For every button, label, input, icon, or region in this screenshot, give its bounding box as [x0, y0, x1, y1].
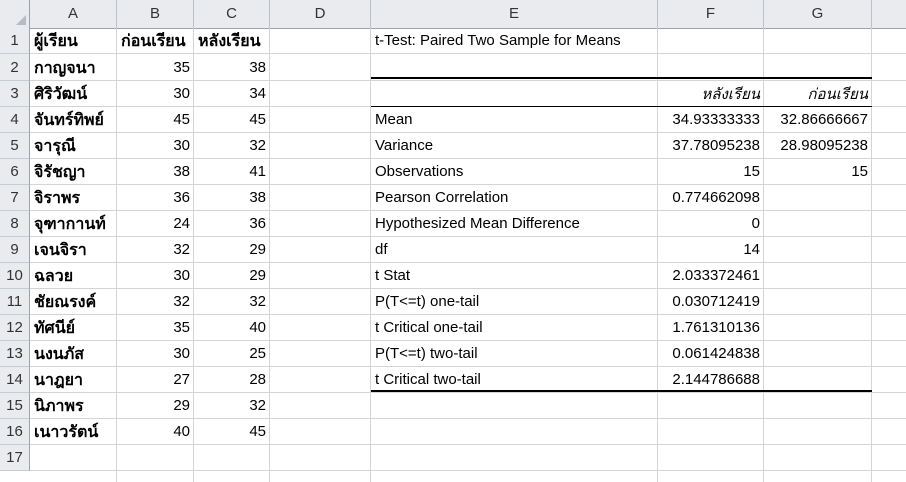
cell-student-name[interactable]: ศิริวัฒน์	[34, 84, 88, 103]
cell-score-after[interactable]: 34	[249, 85, 266, 102]
cell-score-after[interactable]: 29	[249, 267, 266, 284]
row-header-13[interactable]: 13	[0, 341, 30, 367]
row-header-6[interactable]: 6	[0, 159, 30, 185]
cell-stat-after[interactable]: 34.93333333	[672, 111, 760, 128]
cell-score-after[interactable]: 25	[249, 345, 266, 362]
row-header-4[interactable]: 4	[0, 107, 30, 133]
column-header-g[interactable]: G	[764, 0, 872, 28]
row-header-2[interactable]: 2	[0, 54, 30, 81]
cell-score-after[interactable]: 45	[249, 423, 266, 440]
cell-student-name[interactable]: กาญจนา	[34, 58, 96, 77]
cell-student-name[interactable]: นงนภัส	[34, 344, 84, 363]
cell-student-name[interactable]: ฉลวย	[34, 266, 74, 285]
cell-stat-label[interactable]: Observations	[375, 163, 464, 180]
cell-stat-after[interactable]: 2.144786688	[672, 371, 760, 388]
gridline-horizontal	[30, 470, 906, 471]
column-header-d[interactable]: D	[270, 0, 371, 28]
column-header-c[interactable]: C	[194, 0, 270, 28]
cell-student-name[interactable]: จิราพร	[34, 188, 81, 207]
cell-score-after[interactable]: 41	[249, 163, 266, 180]
cell-score-before[interactable]: 35	[173, 59, 190, 76]
cell-stat-after[interactable]: 2.033372461	[672, 267, 760, 284]
cell-stat-label[interactable]: df	[375, 241, 388, 258]
cell-score-before[interactable]: 30	[173, 345, 190, 362]
table-top-border	[371, 77, 872, 79]
cell-stat-after[interactable]: 37.78095238	[672, 137, 760, 154]
cell-student-name[interactable]: นาฎยา	[34, 370, 84, 389]
cell-stat-after[interactable]: 0.061424838	[672, 345, 760, 362]
cell-stat-label[interactable]: t Critical two-tail	[375, 371, 481, 388]
row-header-10[interactable]: 10	[0, 263, 30, 289]
cell-stat-after[interactable]: 14	[743, 241, 760, 258]
cell-score-after[interactable]: 29	[249, 241, 266, 258]
cell-score-before[interactable]: 45	[173, 111, 190, 128]
row-header-16[interactable]: 16	[0, 419, 30, 445]
cell-score-before[interactable]: 40	[173, 423, 190, 440]
row-header-14[interactable]: 14	[0, 367, 30, 393]
cell-stat-after[interactable]: 0	[751, 215, 760, 232]
cell-stat-label[interactable]: Mean	[375, 111, 413, 128]
cell-score-after[interactable]: 32	[249, 293, 266, 310]
cell-stat-after[interactable]: 0.030712419	[672, 293, 760, 310]
cell-ttest-col-after[interactable]: หลังเรียน	[701, 85, 760, 103]
cell-score-after[interactable]: 38	[249, 189, 266, 206]
cell-stat-label[interactable]: Hypothesized Mean Difference	[375, 215, 580, 232]
table-header-border	[371, 106, 872, 107]
cell-student-name[interactable]: ชัยณรงค์	[34, 292, 97, 311]
cell-stat-before[interactable]: 15	[851, 163, 868, 180]
column-header-h[interactable]	[872, 0, 906, 28]
select-all-triangle-icon	[16, 15, 26, 25]
cell-student-name[interactable]: จันทร์ทิพย์	[34, 110, 104, 129]
column-header-f[interactable]: F	[658, 0, 764, 28]
cell-stat-label[interactable]: Pearson Correlation	[375, 189, 509, 206]
row-header-11[interactable]: 11	[0, 289, 30, 315]
cell-score-before[interactable]: 30	[173, 137, 190, 154]
table-bottom-border	[371, 390, 872, 392]
cell-student-name[interactable]: เจนจิรา	[34, 240, 87, 259]
row-header-15[interactable]: 15	[0, 393, 30, 419]
row-header-8[interactable]: 8	[0, 211, 30, 237]
cell-score-before[interactable]: 30	[173, 85, 190, 102]
cell-stat-after[interactable]: 1.761310136	[672, 319, 760, 336]
row-header-5[interactable]: 5	[0, 133, 30, 159]
column-header-e[interactable]: E	[371, 0, 658, 28]
cell-score-before[interactable]: 30	[173, 267, 190, 284]
cell-score-after[interactable]: 45	[249, 111, 266, 128]
cell-student-name[interactable]: เนาวรัตน์	[34, 422, 99, 441]
cell-stat-before[interactable]: 32.86666667	[780, 111, 868, 128]
cell-student-name[interactable]: ทัศนีย์	[34, 318, 76, 337]
cell-score-before[interactable]: 32	[173, 293, 190, 310]
cell-stat-after[interactable]: 0.774662098	[672, 189, 760, 206]
cell-score-before[interactable]: 35	[173, 319, 190, 336]
cell-score-after[interactable]: 38	[249, 59, 266, 76]
cell-header-name[interactable]: ผู้เรียน	[34, 31, 78, 50]
column-header-b[interactable]: B	[117, 0, 194, 28]
cell-ttest-col-before[interactable]: ก่อนเรียน	[807, 85, 868, 103]
row-header-12[interactable]: 12	[0, 315, 30, 341]
cell-student-name[interactable]: จิรัชญา	[34, 162, 86, 181]
cell-score-after[interactable]: 28	[249, 371, 266, 388]
select-all-corner[interactable]	[0, 0, 30, 28]
cell-header-before[interactable]: ก่อนเรียน	[121, 31, 186, 50]
row-header-1[interactable]: 1	[0, 28, 30, 54]
cell-score-before[interactable]: 36	[173, 189, 190, 206]
cell-student-name[interactable]: จารุณี	[34, 136, 76, 155]
cell-header-after[interactable]: หลังเรียน	[198, 31, 261, 50]
row-header-17[interactable]: 17	[0, 445, 30, 471]
cell-stat-label[interactable]: P(T<=t) one-tail	[375, 293, 480, 310]
cell-ttest-title[interactable]: t-Test: Paired Two Sample for Means	[375, 32, 621, 49]
cell-stat-after[interactable]: 15	[743, 163, 760, 180]
row-header-9[interactable]: 9	[0, 237, 30, 263]
cell-student-name[interactable]: นิภาพร	[34, 396, 84, 415]
cell-stat-before[interactable]: 28.98095238	[780, 137, 868, 154]
cell-score-after[interactable]: 40	[249, 319, 266, 336]
column-header-a[interactable]: A	[30, 0, 117, 28]
cell-score-before[interactable]: 27	[173, 371, 190, 388]
cell-stat-label[interactable]: t Critical one-tail	[375, 319, 483, 336]
cell-score-before[interactable]: 32	[173, 241, 190, 258]
cell-score-before[interactable]: 38	[173, 163, 190, 180]
cell-stat-label[interactable]: P(T<=t) two-tail	[375, 345, 478, 362]
cell-score-after[interactable]: 32	[249, 397, 266, 414]
row-header-3[interactable]: 3	[0, 81, 30, 107]
cell-student-name[interactable]: จุฑากานท์	[34, 214, 106, 233]
cell-score-after[interactable]: 36	[249, 215, 266, 232]
cell-stat-label[interactable]: Variance	[375, 137, 434, 154]
cell-stat-label[interactable]: t Stat	[375, 267, 411, 284]
cell-score-before[interactable]: 24	[173, 215, 190, 232]
cell-score-before[interactable]: 29	[173, 397, 190, 414]
cell-score-after[interactable]: 32	[249, 137, 266, 154]
row-header-7[interactable]: 7	[0, 185, 30, 211]
